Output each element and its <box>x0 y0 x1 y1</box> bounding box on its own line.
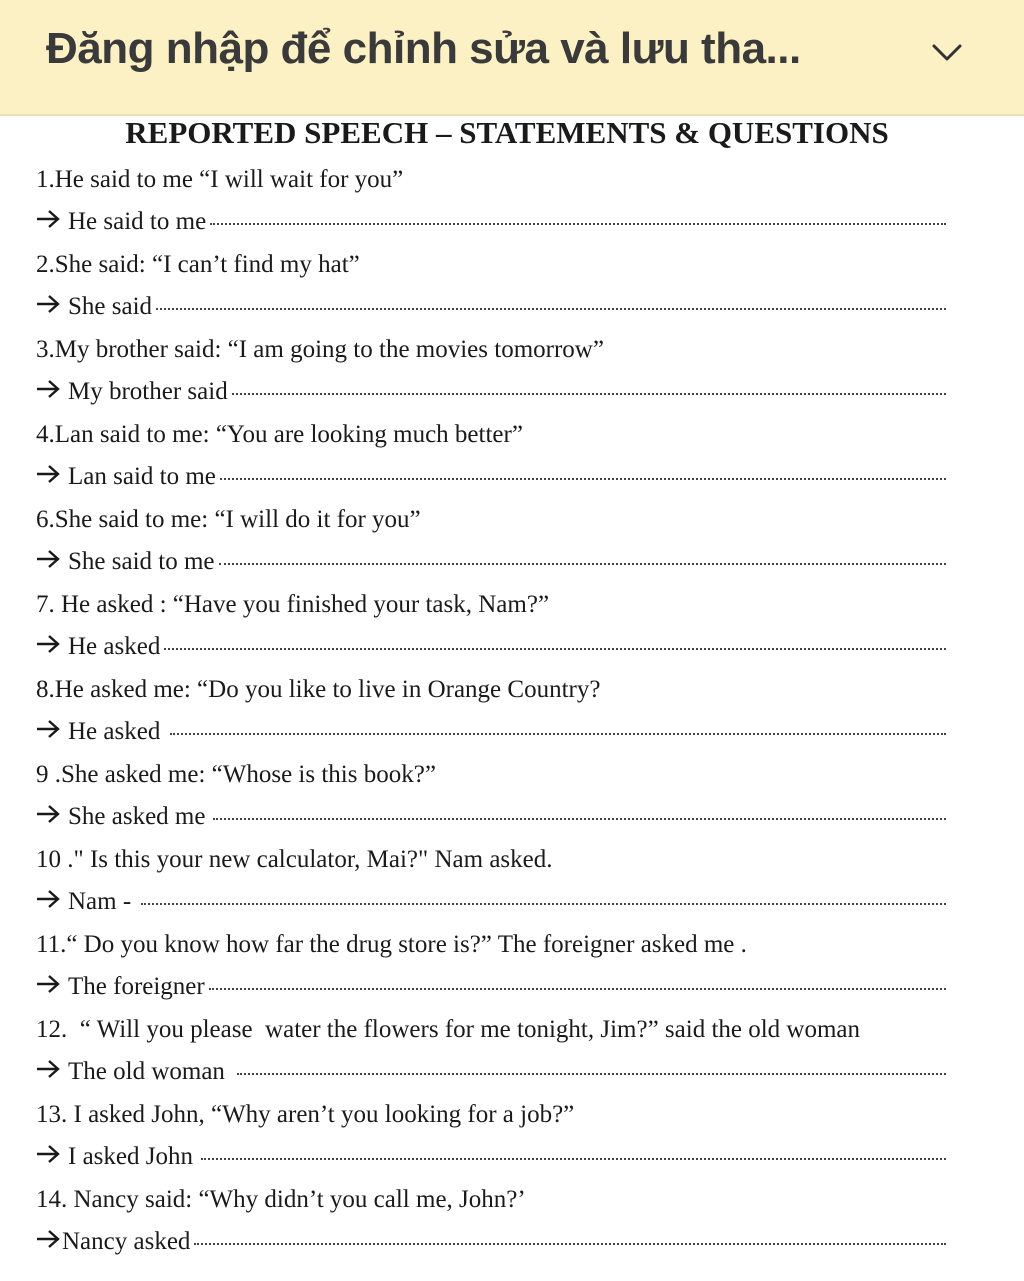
answer-line-14[interactable] <box>36 1227 946 1257</box>
answer-prefix: My brother said <box>68 378 228 405</box>
answer-blank <box>194 1243 946 1245</box>
answer-line-11[interactable] <box>36 972 946 1002</box>
arrow-right-icon <box>36 634 68 654</box>
answer-blank <box>232 393 946 395</box>
answer-line-3[interactable] <box>36 377 946 407</box>
answer-line-12[interactable] <box>36 1057 946 1087</box>
answer-prefix: I asked John <box>68 1143 193 1170</box>
answer-prefix: She asked me <box>68 803 206 830</box>
arrow-right-icon <box>36 294 68 314</box>
answer-blank <box>170 733 946 735</box>
answer-blank <box>210 223 946 225</box>
arrow-right-icon <box>36 804 68 824</box>
answer-blank <box>156 308 946 310</box>
answer-prefix: She said <box>68 293 153 320</box>
arrow-right-icon <box>36 889 68 909</box>
answer-line-13[interactable] <box>36 1142 946 1172</box>
banner-title: Đăng nhập để chỉnh sửa và lưu tha... <box>46 24 801 73</box>
answer-blank <box>220 478 946 480</box>
answer-prefix: Nam - <box>68 888 132 915</box>
answer-prefix: Lan said to me <box>68 463 216 490</box>
answer-line-10[interactable] <box>36 887 946 917</box>
question-1: 1.He said to me “I will wait for you” <box>36 166 404 193</box>
answer-line-2[interactable] <box>36 292 946 322</box>
answer-prefix: She said to me <box>68 548 215 575</box>
answer-prefix: The old woman <box>68 1058 225 1085</box>
arrow-right-icon <box>36 379 68 399</box>
answer-line-4[interactable] <box>36 462 946 492</box>
question-9: 9 .She asked me: “Whose is this book?” <box>36 761 436 788</box>
question-10: 10 ." Is this your new calculator, Mai?" Nam asked. <box>36 846 553 873</box>
question-13: 13. I asked John, “Why aren’t you looking for a job?” <box>36 1101 575 1128</box>
worksheet-title: REPORTED SPEECH – STATEMENTS & QUESTIONS <box>125 116 889 150</box>
answer-line-6[interactable] <box>36 547 946 577</box>
arrow-right-icon <box>36 974 68 994</box>
chevron-down-icon[interactable] <box>928 34 966 72</box>
answer-line-1[interactable] <box>36 207 946 237</box>
answer-blank <box>213 818 946 820</box>
answer-blank <box>201 1158 946 1160</box>
question-12: 12. “ Will you please water the flowers for me tonight, Jim?” said the old woman <box>36 1016 861 1043</box>
arrow-right-icon <box>36 549 68 569</box>
question-6: 6.She said to me: “I will do it for you” <box>36 506 421 533</box>
question-8: 8.He asked me: “Do you like to live in Orange Country? <box>36 676 601 703</box>
answer-prefix: He asked <box>68 718 161 745</box>
arrow-right-icon <box>36 1144 68 1164</box>
login-banner[interactable] <box>0 0 1024 116</box>
answer-blank <box>209 988 946 990</box>
answer-prefix: He asked <box>68 633 161 660</box>
question-11: 11.“ Do you know how far the drug store is?” The foreigner asked me . <box>36 931 747 958</box>
question-14: 14. Nancy said: “Why didn’t you call me, John?’ <box>36 1186 526 1213</box>
answer-prefix: The foreigner <box>68 973 205 1000</box>
question-2: 2.She said: “I can’t find my hat” <box>36 251 360 278</box>
worksheet-document <box>0 116 1024 1281</box>
answer-line-7[interactable] <box>36 632 946 662</box>
answer-line-8[interactable] <box>36 717 946 747</box>
answer-blank <box>164 648 946 650</box>
arrow-right-icon <box>36 1229 62 1249</box>
question-4: 4.Lan said to me: “You are looking much better” <box>36 421 523 448</box>
answer-prefix: Nancy asked <box>62 1228 191 1255</box>
arrow-right-icon <box>36 719 68 739</box>
answer-prefix: He said to me <box>68 208 207 235</box>
answer-blank <box>219 563 946 565</box>
arrow-right-icon <box>36 209 68 229</box>
answer-blank <box>141 903 946 905</box>
question-7: 7. He asked : “Have you finished your task, Nam?” <box>36 591 550 618</box>
arrow-right-icon <box>36 464 68 484</box>
answer-line-9[interactable] <box>36 802 946 832</box>
answer-blank <box>237 1073 946 1075</box>
question-3: 3.My brother said: “I am going to the movies tomorrow” <box>36 336 604 363</box>
arrow-right-icon <box>36 1059 68 1079</box>
